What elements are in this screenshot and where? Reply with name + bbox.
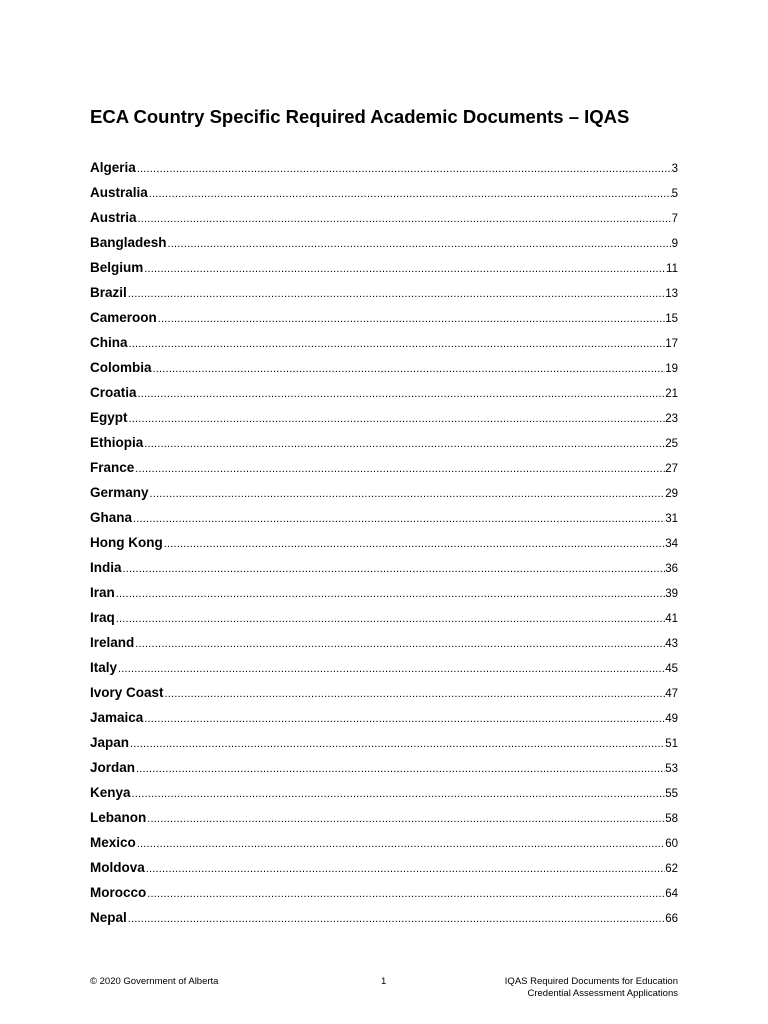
toc-entry-nepal[interactable] bbox=[90, 905, 678, 930]
toc-entry-algeria[interactable] bbox=[90, 155, 678, 180]
toc-dot-leader bbox=[146, 882, 665, 907]
toc-dot-leader bbox=[115, 582, 665, 607]
toc-entry-iraq[interactable] bbox=[90, 605, 678, 630]
table-of-contents bbox=[90, 155, 678, 930]
footer-document-title bbox=[505, 976, 678, 1000]
toc-dot-leader bbox=[143, 707, 665, 732]
toc-entry-india[interactable] bbox=[90, 555, 678, 580]
toc-page-number: 45 bbox=[665, 663, 678, 675]
toc-country-name: Colombia bbox=[90, 360, 152, 375]
toc-country-name: Kenya bbox=[90, 785, 131, 800]
toc-country-name: Bangladesh bbox=[90, 235, 167, 250]
toc-dot-leader bbox=[137, 382, 666, 407]
toc-page-number: 31 bbox=[665, 513, 678, 525]
toc-page-number: 58 bbox=[665, 813, 678, 825]
toc-page-number: 55 bbox=[665, 788, 678, 800]
toc-country-name: France bbox=[90, 460, 135, 475]
toc-entry-bangladesh[interactable] bbox=[90, 230, 678, 255]
toc-page-number: 11 bbox=[666, 263, 678, 275]
toc-country-name: Cameroon bbox=[90, 310, 157, 325]
toc-entry-ethiopia[interactable] bbox=[90, 430, 678, 455]
toc-entry-japan[interactable] bbox=[90, 730, 678, 755]
toc-dot-leader bbox=[164, 682, 666, 707]
toc-entry-lebanon[interactable] bbox=[90, 805, 678, 830]
toc-country-name: India bbox=[90, 560, 122, 575]
toc-entry-germany[interactable] bbox=[90, 480, 678, 505]
toc-page-number: 62 bbox=[665, 863, 678, 875]
toc-country-name: Nepal bbox=[90, 910, 127, 925]
toc-entry-ireland[interactable] bbox=[90, 630, 678, 655]
toc-dot-leader bbox=[149, 482, 666, 507]
toc-dot-leader bbox=[136, 157, 672, 182]
toc-country-name: Ireland bbox=[90, 635, 135, 650]
toc-dot-leader bbox=[115, 607, 665, 632]
toc-page-number: 41 bbox=[665, 613, 678, 625]
toc-country-name: Austria bbox=[90, 210, 137, 225]
toc-page-number: 5 bbox=[671, 188, 678, 200]
toc-country-name: Ivory Coast bbox=[90, 685, 164, 700]
toc-country-name: China bbox=[90, 335, 128, 350]
toc-country-name: Morocco bbox=[90, 885, 147, 900]
toc-entry-brazil[interactable] bbox=[90, 280, 678, 305]
toc-entry-hong-kong[interactable] bbox=[90, 530, 678, 555]
toc-entry-egypt[interactable] bbox=[90, 405, 678, 430]
toc-entry-colombia[interactable] bbox=[90, 355, 678, 380]
toc-entry-ivory-coast[interactable] bbox=[90, 680, 678, 705]
toc-page-number: 23 bbox=[665, 413, 678, 425]
toc-page-number: 27 bbox=[665, 463, 678, 475]
toc-page-number: 7 bbox=[671, 213, 678, 225]
toc-page-number: 53 bbox=[665, 763, 678, 775]
toc-page-number: 3 bbox=[671, 163, 678, 175]
toc-dot-leader bbox=[157, 307, 665, 332]
toc-country-name: Hong Kong bbox=[90, 535, 163, 550]
toc-country-name: Iraq bbox=[90, 610, 115, 625]
toc-dot-leader bbox=[134, 457, 665, 482]
toc-entry-jamaica[interactable] bbox=[90, 705, 678, 730]
toc-entry-mexico[interactable] bbox=[90, 830, 678, 855]
toc-entry-china[interactable] bbox=[90, 330, 678, 355]
toc-entry-moldova[interactable] bbox=[90, 855, 678, 880]
toc-dot-leader bbox=[167, 232, 672, 257]
toc-dot-leader bbox=[137, 207, 672, 232]
toc-page-number: 51 bbox=[665, 738, 678, 750]
toc-country-name: Ghana bbox=[90, 510, 133, 525]
toc-country-name: Brazil bbox=[90, 285, 127, 300]
toc-dot-leader bbox=[122, 557, 666, 582]
toc-dot-leader bbox=[127, 282, 665, 307]
toc-entry-kenya[interactable] bbox=[90, 780, 678, 805]
toc-dot-leader bbox=[134, 632, 665, 657]
toc-country-name: Belgium bbox=[90, 260, 144, 275]
toc-dot-leader bbox=[131, 782, 666, 807]
toc-page-number: 19 bbox=[665, 363, 678, 375]
toc-country-name: Algeria bbox=[90, 160, 136, 175]
toc-entry-austria[interactable] bbox=[90, 205, 678, 230]
toc-country-name: Croatia bbox=[90, 385, 137, 400]
toc-country-name: Germany bbox=[90, 485, 149, 500]
toc-dot-leader bbox=[128, 407, 666, 432]
toc-page-number: 39 bbox=[665, 588, 678, 600]
toc-dot-leader bbox=[135, 757, 665, 782]
toc-page-number: 49 bbox=[665, 713, 678, 725]
toc-country-name: Australia bbox=[90, 185, 148, 200]
toc-dot-leader bbox=[129, 732, 665, 757]
toc-dot-leader bbox=[148, 182, 672, 207]
toc-country-name: Moldova bbox=[90, 860, 145, 875]
toc-dot-leader bbox=[152, 357, 666, 382]
toc-dot-leader bbox=[127, 907, 665, 932]
toc-entry-belgium[interactable] bbox=[90, 255, 678, 280]
toc-entry-cameroon[interactable] bbox=[90, 305, 678, 330]
page-title: ECA Country Specific Required Academic Documents – IQAS bbox=[90, 106, 630, 127]
toc-country-name: Jordan bbox=[90, 760, 136, 775]
toc-dot-leader bbox=[128, 332, 666, 357]
toc-dot-leader bbox=[143, 257, 666, 282]
toc-country-name: Mexico bbox=[90, 835, 136, 850]
toc-dot-leader bbox=[145, 857, 665, 882]
toc-country-name: Lebanon bbox=[90, 810, 147, 825]
toc-dot-leader bbox=[136, 832, 665, 857]
toc-country-name: Italy bbox=[90, 660, 118, 675]
toc-entry-croatia[interactable] bbox=[90, 380, 678, 405]
footer-document-title-line-1: IQAS Required Documents for Education bbox=[504, 976, 678, 987]
toc-page-number: 66 bbox=[665, 913, 678, 925]
toc-country-name: Ethiopia bbox=[90, 435, 144, 450]
footer-copyright: © 2020 Government of Alberta bbox=[90, 976, 219, 987]
toc-page-number: 29 bbox=[665, 488, 678, 500]
toc-country-name: Iran bbox=[90, 585, 115, 600]
toc-page-number: 36 bbox=[665, 563, 678, 575]
toc-page-number: 34 bbox=[665, 538, 678, 550]
toc-entry-australia[interactable] bbox=[90, 180, 678, 205]
toc-entry-morocco[interactable] bbox=[90, 880, 678, 905]
toc-dot-leader bbox=[146, 807, 665, 832]
footer-document-title-line-2: Credential Assessment Applications bbox=[527, 988, 678, 999]
toc-dot-leader bbox=[117, 657, 665, 682]
toc-dot-leader bbox=[143, 432, 665, 457]
toc-entry-italy[interactable] bbox=[90, 655, 678, 680]
toc-dot-leader bbox=[163, 532, 665, 557]
toc-country-name: Jamaica bbox=[90, 710, 144, 725]
toc-page-number: 43 bbox=[665, 638, 678, 650]
toc-page-number: 60 bbox=[665, 838, 678, 850]
toc-dot-leader bbox=[132, 507, 665, 532]
toc-page-number: 9 bbox=[671, 238, 678, 250]
toc-country-name: Egypt bbox=[90, 410, 128, 425]
toc-page-number: 17 bbox=[665, 338, 678, 350]
toc-page-number: 47 bbox=[665, 688, 678, 700]
toc-entry-iran[interactable] bbox=[90, 580, 678, 605]
toc-page-number: 15 bbox=[665, 313, 678, 325]
footer-page-number: 1 bbox=[381, 976, 387, 987]
toc-entry-jordan[interactable] bbox=[90, 755, 678, 780]
toc-page-number: 25 bbox=[665, 438, 678, 450]
toc-entry-france[interactable] bbox=[90, 455, 678, 480]
toc-page-number: 13 bbox=[665, 288, 678, 300]
toc-page-number: 21 bbox=[665, 388, 678, 400]
toc-page-number: 64 bbox=[665, 888, 678, 900]
toc-country-name: Japan bbox=[90, 735, 130, 750]
toc-entry-ghana[interactable] bbox=[90, 505, 678, 530]
